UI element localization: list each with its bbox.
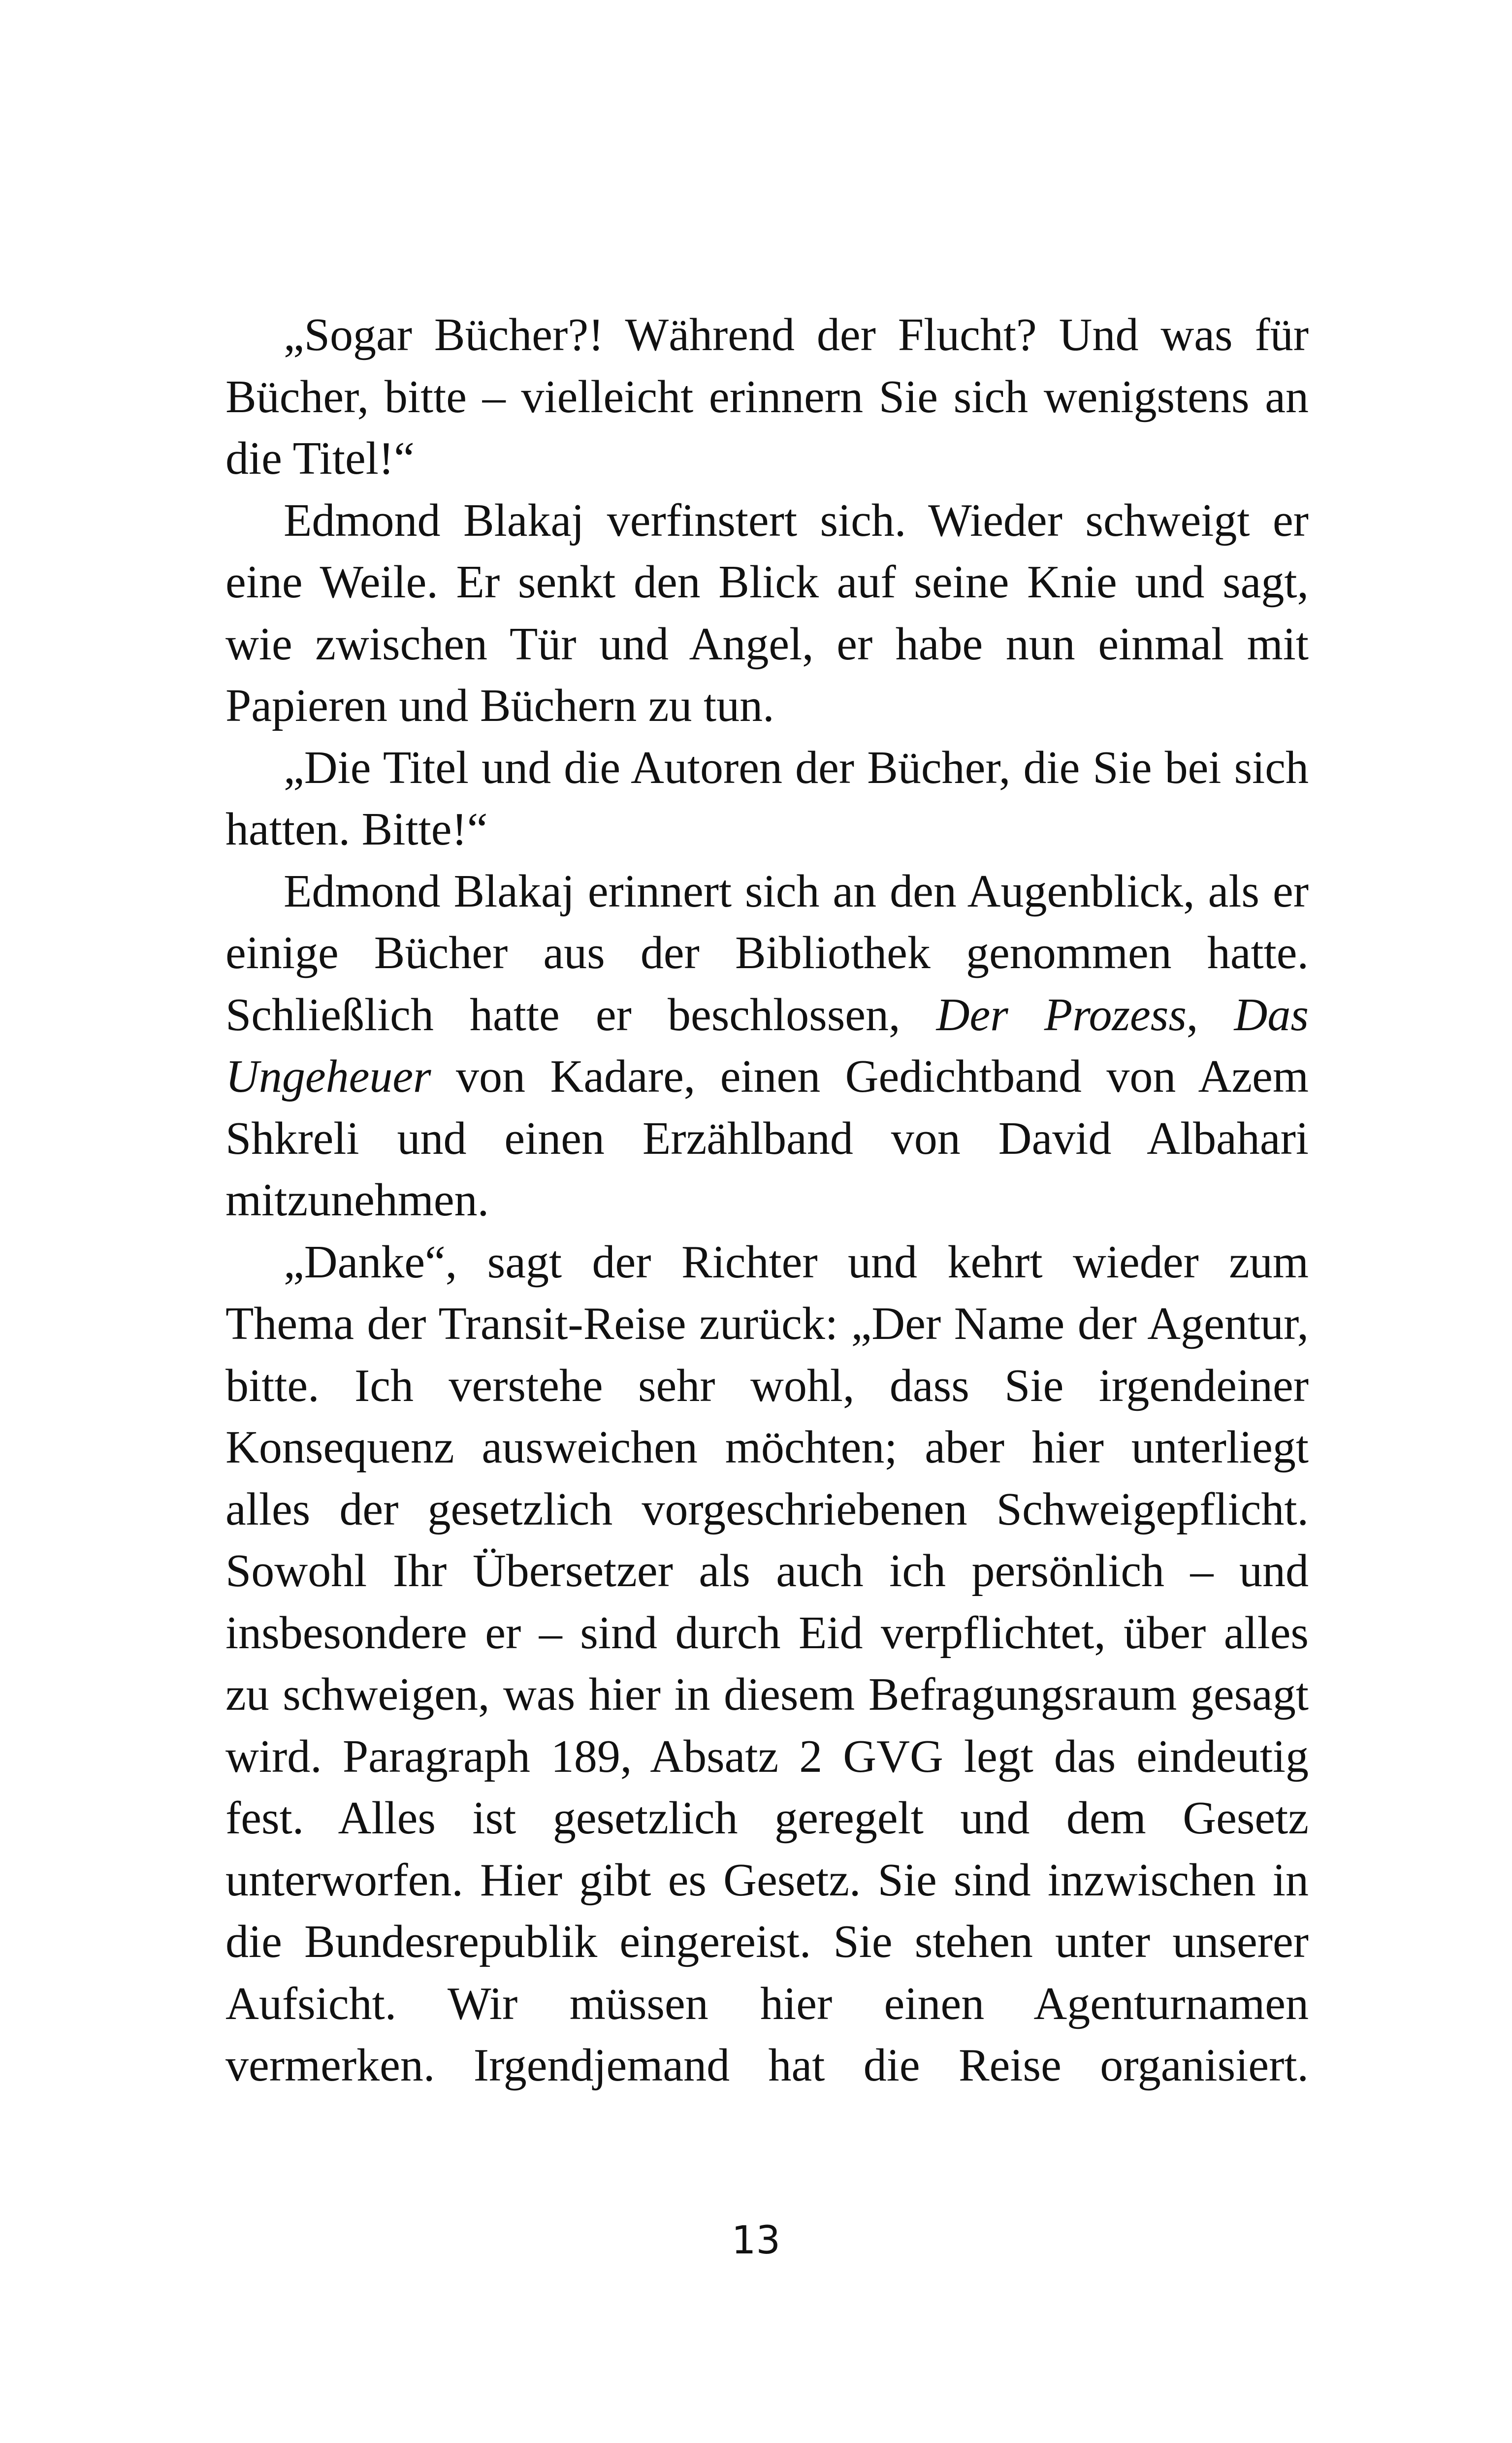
book-title: Das Ungeheuer <box>225 989 1309 1102</box>
paragraph <box>225 304 1309 490</box>
book-title: Der Prozess <box>936 989 1187 1041</box>
text-run: „Danke“, sagt der Richter und kehrt wieder zum Thema der Transit-Reise zurück: „Der Name der Agentur, bitte. Ich verstehe sehr wohl, dass Sie irgendeiner Konsequenz ausweichen möchten; aber hier unterliegt alles der gesetzlich vorgeschriebenen Schweigepflicht. Sowohl Ihr Übersetzer als auch ich persönlich – und insbesondere er – sind durch Eid verpflichtet, über alles zu schweigen, was hier in diesem Befragungsraum gesagt wird. Paragraph 189, Absatz 2 GVG legt das eindeutig fest. Alles ist gesetzlich geregelt und dem Gesetz unterworfen. Hier gibt es Gesetz. Sie sind inzwischen in die Bundesrepublik eingereist. Sie stehen unter unserer Aufsicht. Wir müssen hier einen Agenturnamen vermerken. Irgendjemand hat die Reise organisiert. <box>225 1236 1309 2091</box>
page-number: 13 <box>731 2218 781 2263</box>
text-run: „Sogar Bücher?! Während der Flucht? Und was für Bücher, bitte – vielleicht erinnern Sie sich wenigstens an die Titel!“ <box>225 309 1309 484</box>
text-run: von Kadare, einen Gedichtband von Azem Shkreli und einen Erzählband von David Albahari mitzunehmen. <box>225 1051 1309 1226</box>
paragraph <box>225 1232 1309 2097</box>
text-run: „Die Titel und die Autoren der Bücher, die Sie bei sich hatten. Bitte!“ <box>225 742 1309 855</box>
body-text <box>225 304 1309 2097</box>
paragraph <box>225 737 1309 861</box>
paragraph <box>225 490 1309 737</box>
text-run: Edmond Blakaj erinnert sich an den Augenblick, als er einige Bücher aus der Bibliothek genommen hatte. Schließlich hatte er beschlossen, <box>225 865 1309 1041</box>
text-run: , <box>1186 989 1234 1041</box>
paragraph <box>225 861 1309 1232</box>
text-run: Edmond Blakaj verfinstert sich. Wieder schweigt er eine Weile. Er senkt den Blick auf seine Knie und sagt, wie zwischen Tür und Angel, er habe nun einmal mit Papieren und Büchern zu tun. <box>225 494 1309 731</box>
